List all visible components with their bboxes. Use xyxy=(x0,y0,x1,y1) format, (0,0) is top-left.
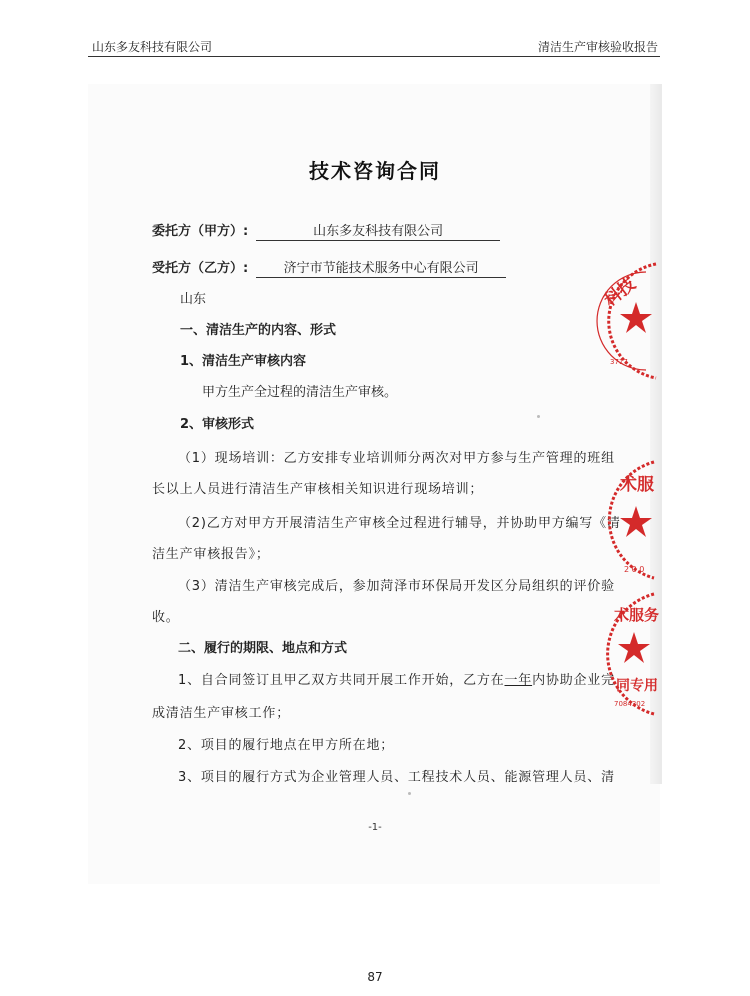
header-report-title: 清洁生产审核验收报告 xyxy=(537,40,658,54)
scan-speck xyxy=(537,415,540,418)
page-number: 87 xyxy=(367,970,383,984)
star-icon xyxy=(618,632,650,663)
seal-top-small: 3717 xyxy=(610,358,628,366)
intro-text: 山东 xyxy=(180,292,207,307)
party-a-value: 山东多友科技有限公司 xyxy=(256,220,500,241)
item-2-line-2: 洁生产审核报告》； xyxy=(152,547,270,562)
party-b-label: 受托方（乙方）: xyxy=(152,261,249,276)
party-b-value: 济宁市节能技术服务中心有限公司 xyxy=(256,257,506,278)
item-2-line-1: （2)乙方对甲方开展清洁生产审核全过程进行辅导，并协助甲方编写《清 xyxy=(178,516,621,531)
party-a-label: 委托方（甲方）: xyxy=(152,224,249,239)
section-2-para-1 xyxy=(178,669,615,688)
item-1-line-1: （1）现场培训：乙方安排专业培训师分两次对甲方参与生产管理的班组 xyxy=(178,451,615,466)
inner-page-mark: -1- xyxy=(368,822,382,833)
section-2-para-1-line-2: 成清洁生产审核工作； xyxy=(152,706,291,721)
section-1-2-heading: 2、审核形式 xyxy=(180,417,255,432)
header-company: 山东多友科技有限公司 xyxy=(92,40,213,54)
scan-speck xyxy=(408,792,411,795)
party-a-row xyxy=(152,220,500,241)
seal-top-text: 科技 xyxy=(600,274,640,311)
star-icon xyxy=(620,302,652,333)
seal-bottom-small: 7084302 xyxy=(614,700,646,708)
official-seal-bottom xyxy=(606,592,658,716)
section-2-para-3: 3、项目的履行方式为企业管理人员、工程技术人员、能源管理人员、清 xyxy=(178,770,615,785)
section-1-1-body: 甲方生产全过程的清洁生产审核。 xyxy=(202,385,398,400)
item-1-line-2: 长以上人员进行清洁生产审核相关知识进行现场培训； xyxy=(152,482,484,497)
section-2-para-1-prefix: 1、自合同签订且甲乙双方共同开展工作开始，乙方在 xyxy=(178,673,505,688)
seal-bottom-text: 术服务 xyxy=(614,606,660,624)
official-seal-middle xyxy=(606,460,658,580)
item-3-line-2: 收。 xyxy=(152,610,180,625)
header-rule xyxy=(88,56,660,57)
term-duration: 一年 xyxy=(504,673,533,688)
seal-bottom-sub: 同专用 xyxy=(616,678,658,694)
section-1-heading: 一、清洁生产的内容、形式 xyxy=(180,323,337,338)
seal-mid-small: 2 0 0 xyxy=(624,565,645,574)
section-2-heading: 二、履行的期限、地点和方式 xyxy=(178,641,348,656)
star-icon xyxy=(620,506,652,537)
official-seal-top xyxy=(600,262,662,380)
section-2-para-2: 2、项目的履行地点在甲方所在地； xyxy=(178,738,395,753)
item-3-line-1: （3）清洁生产审核完成后，参加菏泽市环保局开发区分局组织的评价验 xyxy=(178,579,615,594)
section-1-1-heading: 1、清洁生产审核内容 xyxy=(180,354,307,369)
party-b-row xyxy=(152,257,506,278)
contract-title: 技术咨询合同 xyxy=(309,159,441,183)
seal-mid-text: 术服 xyxy=(620,475,654,495)
section-2-para-1-suffix: 内协助企业完 xyxy=(532,673,615,688)
